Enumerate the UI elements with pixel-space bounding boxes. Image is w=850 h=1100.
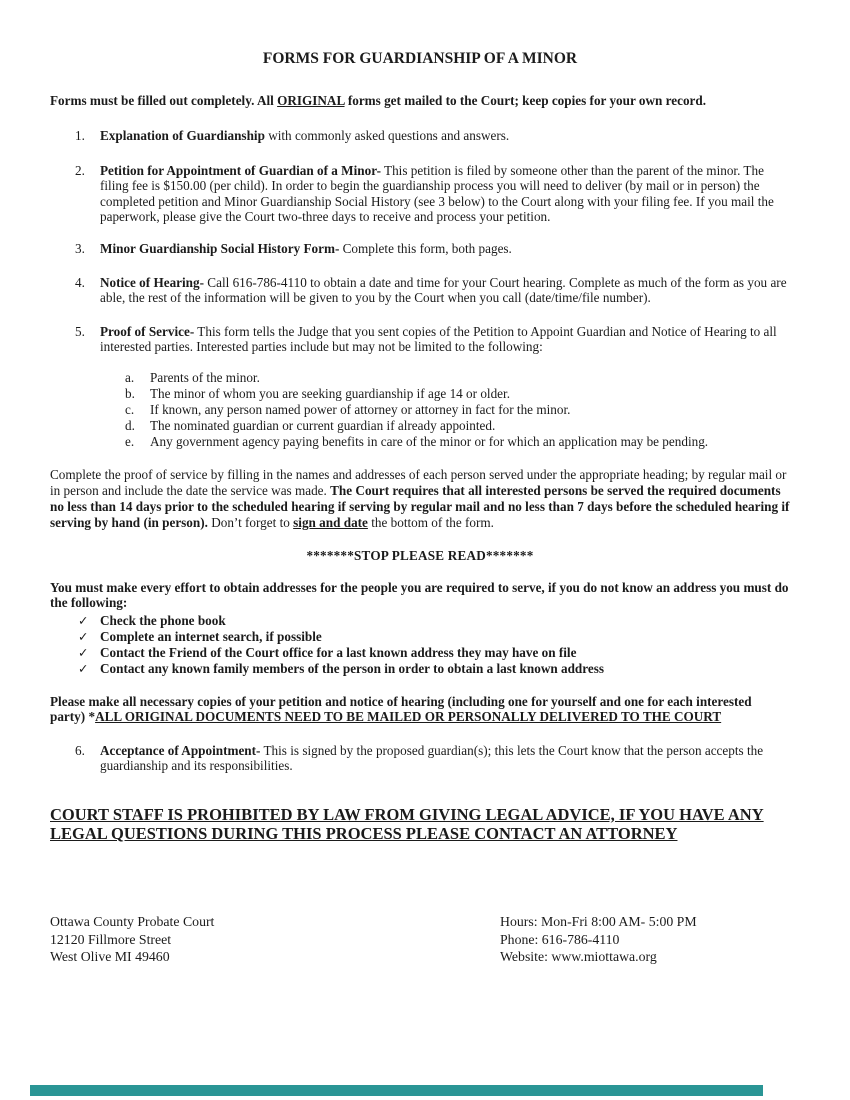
- page-divider-bar: [30, 1085, 763, 1096]
- address-checklist: [50, 613, 790, 677]
- list-item-4-text: [100, 275, 790, 306]
- checklist-item-2: [78, 629, 790, 645]
- court-hours: Hours: Mon-Fri 8:00 AM- 5:00 PM: [500, 914, 697, 929]
- checklist-item-3: [78, 645, 790, 661]
- list-item-2: [75, 163, 790, 225]
- sub-item-a-text: Parents of the minor.: [150, 370, 260, 386]
- checklist-item-3-text: Contact the Friend of the Court office for a last known address they may have on file: [100, 644, 577, 660]
- service-run-2-bold: The Court requires that all interested persons be served the required documents no less than 14 days prior to the scheduled hearing if serving by regular mail and no less than 7 days before the scheduled hearing if serving by hand (in person).: [50, 483, 790, 530]
- checklist-item-1-text: Check the phone book: [100, 612, 226, 628]
- court-phone: Phone: 616-786-4110: [500, 931, 620, 947]
- checklist-item-1: [78, 613, 790, 629]
- copies-paragraph: [50, 694, 790, 725]
- service-run-5: the bottom of the form.: [367, 514, 494, 530]
- list-item-1: [75, 128, 790, 143]
- sub-item-c: [125, 402, 790, 418]
- list-item-1-body: with commonly asked questions and answers.: [264, 128, 510, 144]
- checkmark-icon: ✓: [78, 660, 89, 676]
- court-website: Website: www.miottawa.org: [500, 949, 657, 965]
- list-item-3: [75, 241, 790, 256]
- list-item-4-number: 4.: [75, 274, 85, 290]
- list-item-5-text: [100, 324, 790, 355]
- sub-item-a: [125, 370, 790, 386]
- list-item-3-body: Complete this form, both pages.: [339, 241, 512, 257]
- court-contact-block: [500, 913, 697, 966]
- checkmark-icon: ✓: [78, 644, 89, 660]
- list-item-6-title: Acceptance of Appointment-: [100, 742, 261, 758]
- service-run-3: Don’t forget to: [207, 514, 294, 530]
- sub-item-c-text: If known, any person named power of attorney or attorney in fact for the minor.: [150, 402, 571, 418]
- interested-parties-list: [50, 370, 790, 450]
- intro-pre: Forms must be filled out completely. All: [50, 93, 278, 108]
- checklist-item-4: [78, 661, 790, 677]
- copies-pre: Please make all necessary copies of your petition and notice of hearing (including one for yourself and one for each interested party) *: [50, 693, 752, 725]
- checkmark-icon: ✓: [78, 612, 89, 628]
- sub-item-e: [125, 434, 790, 450]
- stop-please-read-line: *******STOP PLEASE READ*******: [306, 547, 534, 563]
- serve-addresses-lead: You must make every effort to obtain addresses for the people you are required to serve, if you do not know an address you must do the following:: [50, 580, 789, 611]
- sub-item-e-text: Any government agency paying benefits in care of the minor or for which an application may be pending.: [150, 434, 709, 450]
- sign-and-date-underlined: sign and date: [293, 514, 368, 530]
- list-item-5-number: 5.: [75, 323, 85, 339]
- list-item-6: [75, 743, 790, 774]
- page-title: FORMS FOR GUARDIANSHIP OF A MINOR: [262, 50, 578, 67]
- intro-original-underlined: ORIGINAL: [277, 93, 345, 108]
- court-name: Ottawa County Probate Court: [50, 914, 215, 929]
- sub-item-d-text: The nominated guardian or current guardian if already appointed.: [150, 418, 496, 434]
- list-item-4-title: Notice of Hearing-: [100, 274, 204, 290]
- sub-item-a-letter: a.: [125, 370, 135, 386]
- proof-of-service-paragraph: [50, 467, 790, 530]
- sub-item-b-letter: b.: [125, 386, 135, 402]
- court-street: 12120 Fillmore Street: [50, 931, 172, 947]
- list-item-6-text: [100, 743, 790, 774]
- checklist-item-2-text: Complete an internet search, if possible: [100, 628, 322, 644]
- service-run-1: Complete the proof of service by filling in the names and addresses of each person served under the appropriate heading; by regular mail or in person and include the date the service was made.: [50, 467, 787, 499]
- list-item-3-number: 3.: [75, 241, 85, 257]
- intro-line: [50, 93, 790, 108]
- list-item-2-body: This petition is filed by someone other than the parent of the minor. The filing fee is $150.00 (per child). In order to begin the guardianship process you will need to deliver (by mail or in person) the completed petition and Minor Guardianship Social History (see 3 below) to the Court along with your filing fee. If you mail the paperwork, please give the Court two-three days to receive and process your petition.: [100, 162, 774, 225]
- sub-item-e-letter: e.: [125, 434, 135, 450]
- list-item-1-number: 1.: [75, 128, 85, 144]
- intro-post: forms get mailed to the Court; keep copies for your own record.: [344, 93, 707, 108]
- list-item-1-text: [100, 128, 790, 143]
- attorney-notice-heading: COURT STAFF IS PROHIBITED BY LAW FROM GIVING LEGAL ADVICE, IF YOU HAVE ANY LEGAL QUESTIONS DURING THIS PROCESS PLEASE CONTACT AN ATTORNEY: [50, 804, 764, 843]
- list-item-3-title: Minor Guardianship Social History Form-: [100, 241, 340, 257]
- list-item-4: [75, 275, 790, 306]
- list-item-2-text: [100, 163, 790, 225]
- checkmark-icon: ✓: [78, 628, 89, 644]
- list-item-5-body: This form tells the Judge that you sent copies of the Petition to Appoint Guardian and Notice of Hearing to all interested parties. Interested parties include but may not be limited to the following:: [100, 323, 777, 355]
- list-item-1-title: Explanation of Guardianship: [100, 128, 265, 144]
- sub-item-b-text: The minor of whom you are seeking guardianship if age 14 or older.: [150, 386, 510, 402]
- list-item-5-title: Proof of Service-: [100, 323, 195, 339]
- court-city-state-zip: West Olive MI 49460: [50, 949, 170, 965]
- sub-item-b: [125, 386, 790, 402]
- list-item-2-title: Petition for Appointment of Guardian of a Minor-: [100, 162, 381, 178]
- sub-item-d: [125, 418, 790, 434]
- sub-item-d-letter: d.: [125, 418, 135, 434]
- court-address-block: [50, 913, 214, 966]
- sub-item-c-letter: c.: [125, 402, 135, 418]
- list-item-6-body: This is signed by the proposed guardian(s); this lets the Court know that the person accepts the guardianship and its responsibilities.: [100, 742, 764, 774]
- list-item-2-number: 2.: [75, 162, 85, 178]
- list-item-5: [75, 324, 790, 355]
- checklist-item-4-text: Contact any known family members of the person in order to obtain a last known address: [100, 660, 604, 676]
- copies-underlined: ALL ORIGINAL DOCUMENTS NEED TO BE MAILED OR PERSONALLY DELIVERED TO THE COURT: [95, 709, 722, 725]
- list-item-6-number: 6.: [75, 742, 85, 758]
- list-item-4-body: Call 616-786-4110 to obtain a date and time for your Court hearing. Complete as much of the form as you are able, the rest of the information will be given to you by the Court when you call (date/time/file number).: [100, 274, 787, 306]
- list-item-3-text: [100, 241, 790, 256]
